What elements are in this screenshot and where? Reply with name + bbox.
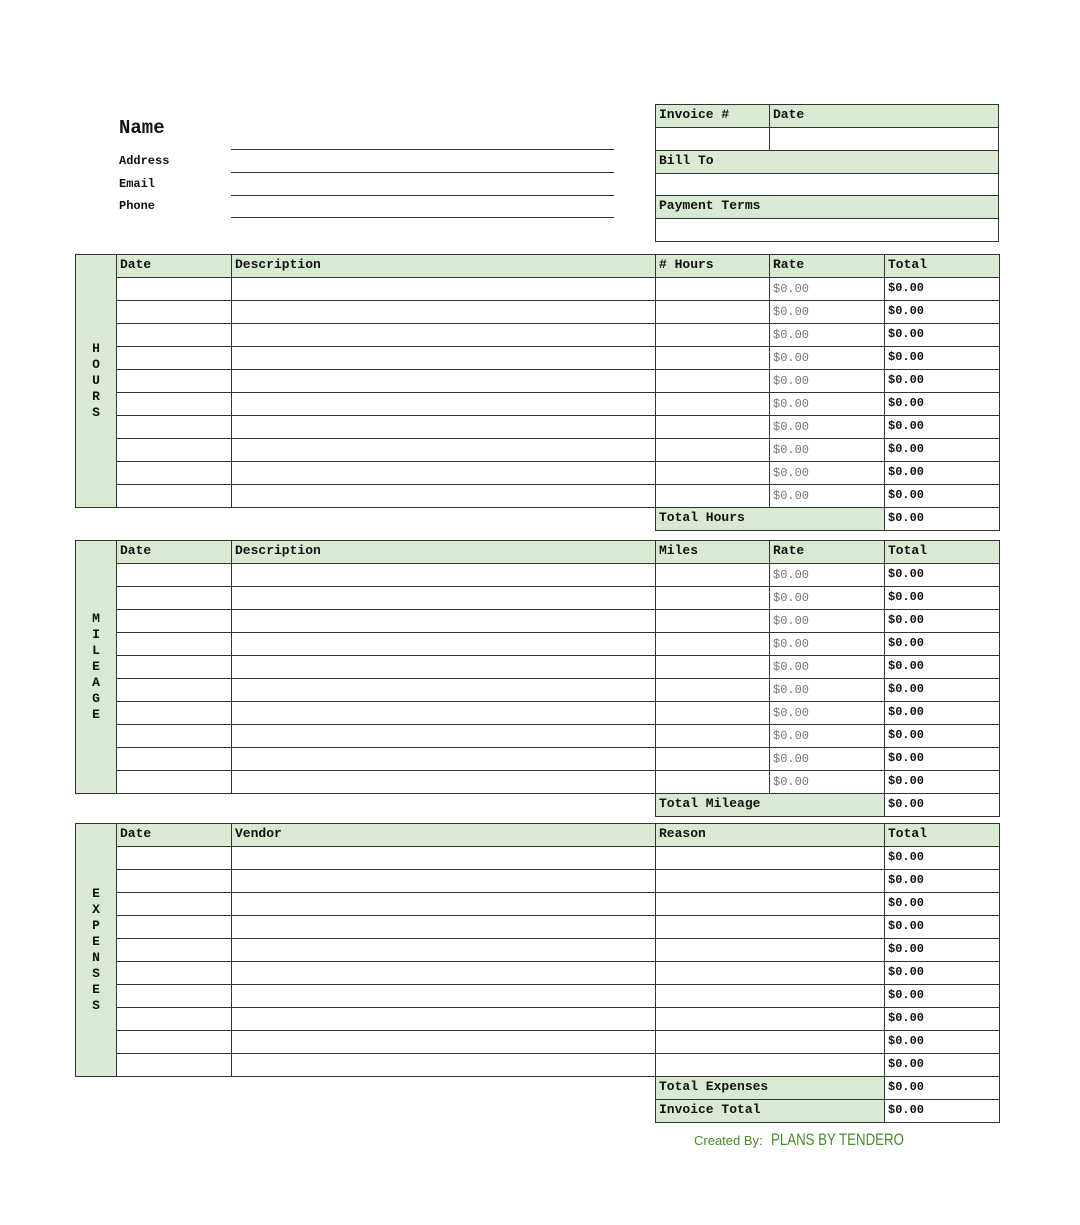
expenses-col-header-2: Reason (655, 823, 885, 847)
hours-row-5-cell-2[interactable] (655, 392, 770, 416)
hours-row-4-cell-1[interactable] (231, 369, 656, 393)
mileage-row-7-rate[interactable]: $0.00 (769, 724, 885, 748)
phone-label: Phone (119, 199, 156, 213)
hours-row-0-rate[interactable]: $0.00 (769, 277, 885, 301)
mileage-row-4-cell-2[interactable] (655, 655, 770, 679)
expenses-row-3-total: $0.00 (884, 915, 1000, 939)
expenses-row-0-total: $0.00 (884, 846, 1000, 870)
email-label: Email (119, 177, 156, 191)
hours-col-header-4: Total (884, 254, 1000, 278)
mileage-col-header-0: Date (116, 540, 232, 564)
hours-side-label (75, 254, 117, 508)
brand-logo: PLANS BY TENDERO (770, 1130, 904, 1149)
expenses-row-6-total: $0.00 (884, 984, 1000, 1008)
mileage-row-8-rate[interactable]: $0.00 (769, 747, 885, 771)
expenses-row-9-total: $0.00 (884, 1053, 1000, 1077)
mileage-row-7-total: $0.00 (884, 724, 1000, 748)
expenses-row-5-total: $0.00 (884, 961, 1000, 985)
hours-row-1-cell-2[interactable] (655, 300, 770, 324)
expenses-row-2-total: $0.00 (884, 892, 1000, 916)
expenses-side-label (75, 823, 117, 1077)
expenses-row-7-cell-2[interactable] (655, 1007, 885, 1031)
hours-row-9-total: $0.00 (884, 484, 1000, 508)
date-label: Date (769, 104, 999, 128)
mileage-row-5-cell-2[interactable] (655, 678, 770, 702)
mileage-row-5-cell-1[interactable] (231, 678, 656, 702)
hours-row-7-cell-1[interactable] (231, 438, 656, 462)
mileage-row-0-total: $0.00 (884, 563, 1000, 587)
sender-name: Name (119, 117, 165, 139)
hours-summary-value: $0.00 (884, 507, 1000, 531)
mileage-col-header-1: Description (231, 540, 656, 564)
hours-row-7-rate[interactable]: $0.00 (769, 438, 885, 462)
hours-row-2-total: $0.00 (884, 323, 1000, 347)
invoice-number-field[interactable] (655, 127, 770, 151)
payment-terms-field[interactable] (655, 218, 999, 242)
bill-to-field[interactable] (655, 173, 999, 197)
expenses-row-3-cell-0[interactable] (116, 915, 232, 939)
hours-row-9-cell-1[interactable] (231, 484, 656, 508)
mileage-row-0-rate[interactable]: $0.00 (769, 563, 885, 587)
hours-row-8-cell-1[interactable] (231, 461, 656, 485)
mileage-row-0-cell-0[interactable] (116, 563, 232, 587)
mileage-row-4-total: $0.00 (884, 655, 1000, 679)
phone-line-end (231, 217, 614, 218)
hours-row-3-total: $0.00 (884, 346, 1000, 370)
hours-row-9-cell-0[interactable] (116, 484, 232, 508)
expenses-col-header-1: Vendor (231, 823, 656, 847)
hours-row-3-cell-1[interactable] (231, 346, 656, 370)
expenses-row-4-cell-1[interactable] (231, 938, 656, 962)
phone-line[interactable] (231, 195, 614, 196)
hours-row-9-rate[interactable]: $0.00 (769, 484, 885, 508)
hours-row-1-total: $0.00 (884, 300, 1000, 324)
expenses-row-0-cell-1[interactable] (231, 846, 656, 870)
mileage-row-2-cell-0[interactable] (116, 609, 232, 633)
mileage-row-5-cell-0[interactable] (116, 678, 232, 702)
expenses-row-9-cell-0[interactable] (116, 1053, 232, 1077)
hours-row-2-cell-1[interactable] (231, 323, 656, 347)
hours-row-4-cell-2[interactable] (655, 369, 770, 393)
hours-col-header-0: Date (116, 254, 232, 278)
hours-summary-label: Total Hours (655, 507, 885, 531)
hours-row-8-cell-0[interactable] (116, 461, 232, 485)
expenses-col-header-3: Total (884, 823, 1000, 847)
hours-row-4-cell-0[interactable] (116, 369, 232, 393)
expenses-row-6-cell-1[interactable] (231, 984, 656, 1008)
invoice-number-label: Invoice # (655, 104, 770, 128)
expenses-row-5-cell-0[interactable] (116, 961, 232, 985)
hours-col-header-3: Rate (769, 254, 885, 278)
hours-row-6-cell-2[interactable] (655, 415, 770, 439)
mileage-row-1-cell-1[interactable] (231, 586, 656, 610)
expenses-row-7-cell-1[interactable] (231, 1007, 656, 1031)
hours-row-0-cell-1[interactable] (231, 277, 656, 301)
hours-row-2-cell-0[interactable] (116, 323, 232, 347)
hours-row-1-rate[interactable]: $0.00 (769, 300, 885, 324)
hours-row-7-cell-2[interactable] (655, 438, 770, 462)
payment-terms-label: Payment Terms (655, 195, 999, 219)
mileage-side-label (75, 540, 117, 794)
hours-row-0-total: $0.00 (884, 277, 1000, 301)
hours-row-5-cell-1[interactable] (231, 392, 656, 416)
mileage-row-5-total: $0.00 (884, 678, 1000, 702)
hours-row-0-cell-0[interactable] (116, 277, 232, 301)
hours-col-header-2: # Hours (655, 254, 770, 278)
mileage-row-3-cell-0[interactable] (116, 632, 232, 656)
mileage-row-2-rate[interactable]: $0.00 (769, 609, 885, 633)
mileage-row-7-cell-2[interactable] (655, 724, 770, 748)
expenses-row-1-total: $0.00 (884, 869, 1000, 893)
mileage-row-8-cell-1[interactable] (231, 747, 656, 771)
bill-to-label: Bill To (655, 150, 999, 174)
hours-row-7-cell-0[interactable] (116, 438, 232, 462)
expenses-row-3-cell-1[interactable] (231, 915, 656, 939)
mileage-row-3-cell-2[interactable] (655, 632, 770, 656)
hours-row-8-rate[interactable]: $0.00 (769, 461, 885, 485)
mileage-row-6-rate[interactable]: $0.00 (769, 701, 885, 725)
mileage-row-3-cell-1[interactable] (231, 632, 656, 656)
hours-row-8-cell-2[interactable] (655, 461, 770, 485)
expenses-row-2-cell-1[interactable] (231, 892, 656, 916)
mileage-summary-label: Total Mileage (655, 793, 885, 817)
expenses-row-5-cell-1[interactable] (231, 961, 656, 985)
hours-row-7-total: $0.00 (884, 438, 1000, 462)
hours-row-4-total: $0.00 (884, 369, 1000, 393)
mileage-side-label-text: MILEAGE (92, 611, 100, 722)
mileage-row-4-rate[interactable]: $0.00 (769, 655, 885, 679)
hours-row-6-cell-0[interactable] (116, 415, 232, 439)
mileage-row-0-cell-1[interactable] (231, 563, 656, 587)
created-by-label: Created By: (694, 1133, 763, 1148)
mileage-row-2-cell-2[interactable] (655, 609, 770, 633)
mileage-row-7-cell-1[interactable] (231, 724, 656, 748)
expenses-row-1-cell-0[interactable] (116, 869, 232, 893)
expenses-summary-label: Total Expenses (655, 1076, 885, 1100)
expenses-row-4-cell-2[interactable] (655, 938, 885, 962)
hours-row-8-total: $0.00 (884, 461, 1000, 485)
expenses-row-8-cell-2[interactable] (655, 1030, 885, 1054)
mileage-col-header-2: Miles (655, 540, 770, 564)
expenses-row-6-cell-2[interactable] (655, 984, 885, 1008)
hours-row-9-cell-2[interactable] (655, 484, 770, 508)
hours-row-1-cell-1[interactable] (231, 300, 656, 324)
expenses-row-0-cell-0[interactable] (116, 846, 232, 870)
hours-row-6-total: $0.00 (884, 415, 1000, 439)
mileage-row-6-cell-1[interactable] (231, 701, 656, 725)
expenses-summary-value: $0.00 (884, 1076, 1000, 1100)
hours-col-header-1: Description (231, 254, 656, 278)
mileage-row-6-total: $0.00 (884, 701, 1000, 725)
mileage-row-1-cell-2[interactable] (655, 586, 770, 610)
mileage-row-8-total: $0.00 (884, 747, 1000, 771)
hours-row-5-rate[interactable]: $0.00 (769, 392, 885, 416)
expenses-col-header-0: Date (116, 823, 232, 847)
expenses-row-4-cell-0[interactable] (116, 938, 232, 962)
mileage-col-header-3: Rate (769, 540, 885, 564)
expenses-row-3-cell-2[interactable] (655, 915, 885, 939)
expenses-row-6-cell-0[interactable] (116, 984, 232, 1008)
expenses-row-7-cell-0[interactable] (116, 1007, 232, 1031)
expenses-row-0-cell-2[interactable] (655, 846, 885, 870)
expenses-row-2-cell-2[interactable] (655, 892, 885, 916)
expenses-row-8-total: $0.00 (884, 1030, 1000, 1054)
mileage-row-9-rate[interactable]: $0.00 (769, 770, 885, 794)
email-line[interactable] (231, 172, 614, 173)
mileage-row-2-cell-1[interactable] (231, 609, 656, 633)
expenses-row-7-total: $0.00 (884, 1007, 1000, 1031)
expenses-row-9-cell-2[interactable] (655, 1053, 885, 1077)
expenses-row-5-cell-2[interactable] (655, 961, 885, 985)
hours-side-label-text: HOURS (92, 341, 100, 420)
mileage-summary-value: $0.00 (884, 793, 1000, 817)
mileage-row-9-cell-2[interactable] (655, 770, 770, 794)
expenses-side-label-text: EXPENSES (92, 886, 100, 1013)
mileage-row-7-cell-0[interactable] (116, 724, 232, 748)
mileage-row-2-total: $0.00 (884, 609, 1000, 633)
footer-credit (694, 1130, 941, 1150)
mileage-row-8-cell-2[interactable] (655, 747, 770, 771)
address-label: Address (119, 154, 170, 168)
hours-row-2-rate[interactable]: $0.00 (769, 323, 885, 347)
hours-row-1-cell-0[interactable] (116, 300, 232, 324)
mileage-row-8-cell-0[interactable] (116, 747, 232, 771)
mileage-row-9-cell-0[interactable] (116, 770, 232, 794)
expenses-row-8-cell-0[interactable] (116, 1030, 232, 1054)
mileage-row-3-rate[interactable]: $0.00 (769, 632, 885, 656)
expenses-row-8-cell-1[interactable] (231, 1030, 656, 1054)
mileage-row-9-cell-1[interactable] (231, 770, 656, 794)
hours-row-0-cell-2[interactable] (655, 277, 770, 301)
hours-row-5-total: $0.00 (884, 392, 1000, 416)
hours-row-6-cell-1[interactable] (231, 415, 656, 439)
hours-row-3-rate[interactable]: $0.00 (769, 346, 885, 370)
mileage-row-6-cell-0[interactable] (116, 701, 232, 725)
expenses-row-9-cell-1[interactable] (231, 1053, 656, 1077)
mileage-row-1-cell-0[interactable] (116, 586, 232, 610)
hours-row-6-rate[interactable]: $0.00 (769, 415, 885, 439)
mileage-row-4-cell-1[interactable] (231, 655, 656, 679)
expenses-row-2-cell-0[interactable] (116, 892, 232, 916)
expenses-row-1-cell-2[interactable] (655, 869, 885, 893)
mileage-row-0-cell-2[interactable] (655, 563, 770, 587)
hours-row-5-cell-0[interactable] (116, 392, 232, 416)
mileage-row-1-total: $0.00 (884, 586, 1000, 610)
hours-row-4-rate[interactable]: $0.00 (769, 369, 885, 393)
expenses-row-4-total: $0.00 (884, 938, 1000, 962)
expenses-row-1-cell-1[interactable] (231, 869, 656, 893)
mileage-col-header-4: Total (884, 540, 1000, 564)
mileage-row-9-total: $0.00 (884, 770, 1000, 794)
mileage-row-1-rate[interactable]: $0.00 (769, 586, 885, 610)
invoice-total-label: Invoice Total (655, 1099, 885, 1123)
mileage-row-4-cell-0[interactable] (116, 655, 232, 679)
hours-row-2-cell-2[interactable] (655, 323, 770, 347)
hours-row-3-cell-0[interactable] (116, 346, 232, 370)
date-field[interactable] (769, 127, 999, 151)
mileage-row-6-cell-2[interactable] (655, 701, 770, 725)
mileage-row-5-rate[interactable]: $0.00 (769, 678, 885, 702)
mileage-row-3-total: $0.00 (884, 632, 1000, 656)
invoice-total-value: $0.00 (884, 1099, 1000, 1123)
hours-row-3-cell-2[interactable] (655, 346, 770, 370)
address-line[interactable] (231, 149, 614, 150)
